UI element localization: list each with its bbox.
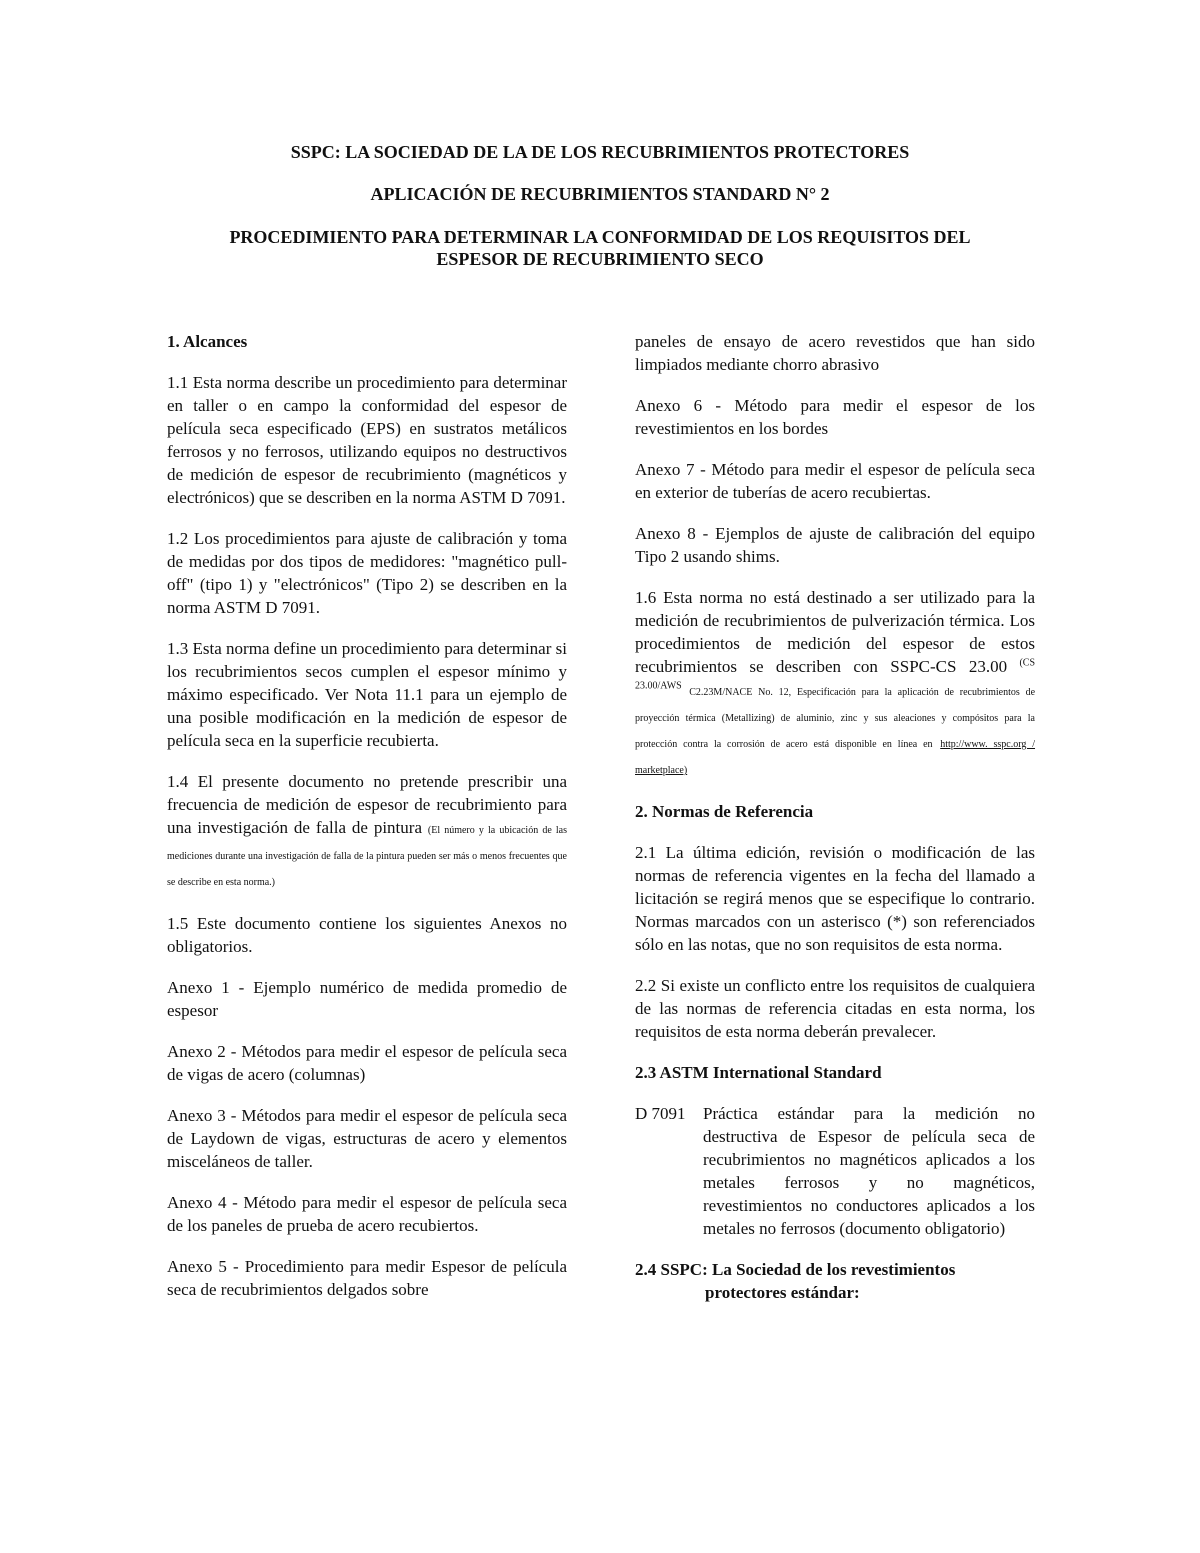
anexo-5: Anexo 5 - Procedimiento para medir Espesor de película seca de recubrimientos delgados sobre	[167, 1257, 567, 1299]
anexo-2: Anexo 2 - Métodos para medir el espesor de película seca de vigas de acero (columnas)	[167, 1042, 567, 1084]
anexo-5-continued: paneles de ensayo de acero revestidos que han sido limpiados mediante chorro abrasivo	[635, 332, 1035, 374]
paragraph-2-2: 2.2 Si existe un conflicto entre los requisitos de cualquiera de las normas de referencia citadas en esta norma, los requisitos de esta norma deberán prevalecer.	[635, 976, 1035, 1041]
document-title-procedure-line2: ESPESOR DE RECUBRIMIENTO SECO	[436, 249, 764, 269]
paragraph-2-1: 2.1 La última edición, revisión o modificación de las normas de referencia vigentes en la fecha del llamado a licitación se regirá menos que se especifique lo contrario. Normas marcados con un asterisco (*) son referenciados sólo en las notas, que no son requisitos de esta norma.	[635, 843, 1035, 954]
paragraph-1-4-note: (El número y la ubicación de las mediciones durante una investigación de falla de la pintura pueden ser más o menos frecuentes que se describe en esta norma.)	[167, 825, 568, 888]
paragraph-1-4-text: 1.4 El presente documento no pretende prescribir una frecuencia de medición de espesor de recubrimiento para una investigación de falla de pintura	[167, 772, 567, 837]
sspc-marketplace-link[interactable]: http://www. sspc.org / marketplace)	[635, 739, 1036, 776]
document-title-org: SSPC: LA SOCIEDAD DE LA DE LOS RECUBRIMIENTOS PROTECTORES	[290, 142, 910, 162]
paragraph-1-6-superscript: (CS 23.00/AWS	[635, 657, 1036, 692]
section-heading-sspc: 2.4 SSPC: La Sociedad de los revestimientos protectores estándar:	[635, 1260, 956, 1302]
left-column	[167, 330, 567, 1319]
paragraph-1-6-note: C2.23M/NACE No. 12, Especificación para la aplicación de recubrimientos de proyección térmica (Metallizing) de aluminio, zinc y sus aleaciones y compósitos para la protección contra la corrosión de acero está disponible en línea en	[635, 687, 1036, 750]
anexo-8: Anexo 8 - Ejemplos de ajuste de calibración del equipo Tipo 2 usando shims.	[635, 524, 1035, 566]
paragraph-1-6-text: 1.6 Esta norma no está destinado a ser utilizado para la medición de recubrimientos de pulverización térmica. Los procedimientos de medición del espesor de estos recubrimientos se describen con SSPC-CS 23.00	[635, 588, 1035, 676]
paragraph-1-5: 1.5 Este documento contiene los siguientes Anexos no obligatorios.	[167, 914, 567, 956]
paragraph-1-4	[167, 770, 567, 894]
section-heading-normas: 2. Normas de Referencia	[635, 802, 814, 821]
document-title-procedure-line1: PROCEDIMIENTO PARA DETERMINAR LA CONFORMIDAD DE LOS REQUISITOS DEL	[229, 227, 971, 247]
reference-d7091	[635, 1102, 1035, 1240]
paragraph-1-3: 1.3 Esta norma define un procedimiento para determinar si los recubrimientos secos cumplen el espesor mínimo y máximo especificado. Ver Nota 11.1 para un ejemplo de una posible modificación en la medición de espesor de película seca en la superficie recubierta.	[167, 639, 567, 750]
anexo-3: Anexo 3 - Métodos para medir el espesor de película seca de Laydown de vigas, estructuras de acero y elementos misceláneos de taller.	[167, 1106, 567, 1171]
section-heading-astm: 2.3 ASTM International Standard	[635, 1063, 882, 1082]
anexo-4: Anexo 4 - Método para medir el espesor de película seca de los paneles de prueba de acero recubiertos.	[167, 1193, 567, 1235]
paragraph-1-1: 1.1 Esta norma describe un procedimiento para determinar en taller o en campo la conformidad del espesor de película seca especificado (EPS) en sustratos metálicos ferrosos y no ferrosos, utilizando equipos no destructivos de medición de espesor de recubrimiento (magnéticos y electrónicos) que se describen en la norma ASTM D 7091.	[167, 373, 567, 507]
paragraph-1-6	[635, 586, 1035, 782]
section-heading-alcances: 1. Alcances	[167, 332, 248, 351]
document-title-standard: APLICACIÓN DE RECUBRIMIENTOS STANDARD N° 2	[370, 184, 830, 204]
reference-code: D 7091	[635, 1104, 686, 1123]
reference-description: Práctica estándar para la medición no destructiva de Espesor de película seca de recubrimientos no magnéticos aplicados a los metales ferrosos y no magnéticos, revestimientos no conductores aplicados a los metales no ferrosos (documento obligatorio)	[703, 1104, 1035, 1238]
anexo-1: Anexo 1 - Ejemplo numérico de medida promedio de espesor	[167, 978, 567, 1020]
paragraph-1-2: 1.2 Los procedimientos para ajuste de calibración y toma de medidas por dos tipos de medidores: "magnético pull-off" (tipo 1) y "electrónicos" (Tipo 2) se describen en la norma ASTM D 7091.	[167, 529, 567, 617]
anexo-7: Anexo 7 - Método para medir el espesor de película seca en exterior de tuberías de acero recubiertas.	[635, 460, 1035, 502]
right-column	[635, 330, 1035, 1322]
anexo-6: Anexo 6 - Método para medir el espesor de los revestimientos en los bordes	[635, 396, 1035, 438]
